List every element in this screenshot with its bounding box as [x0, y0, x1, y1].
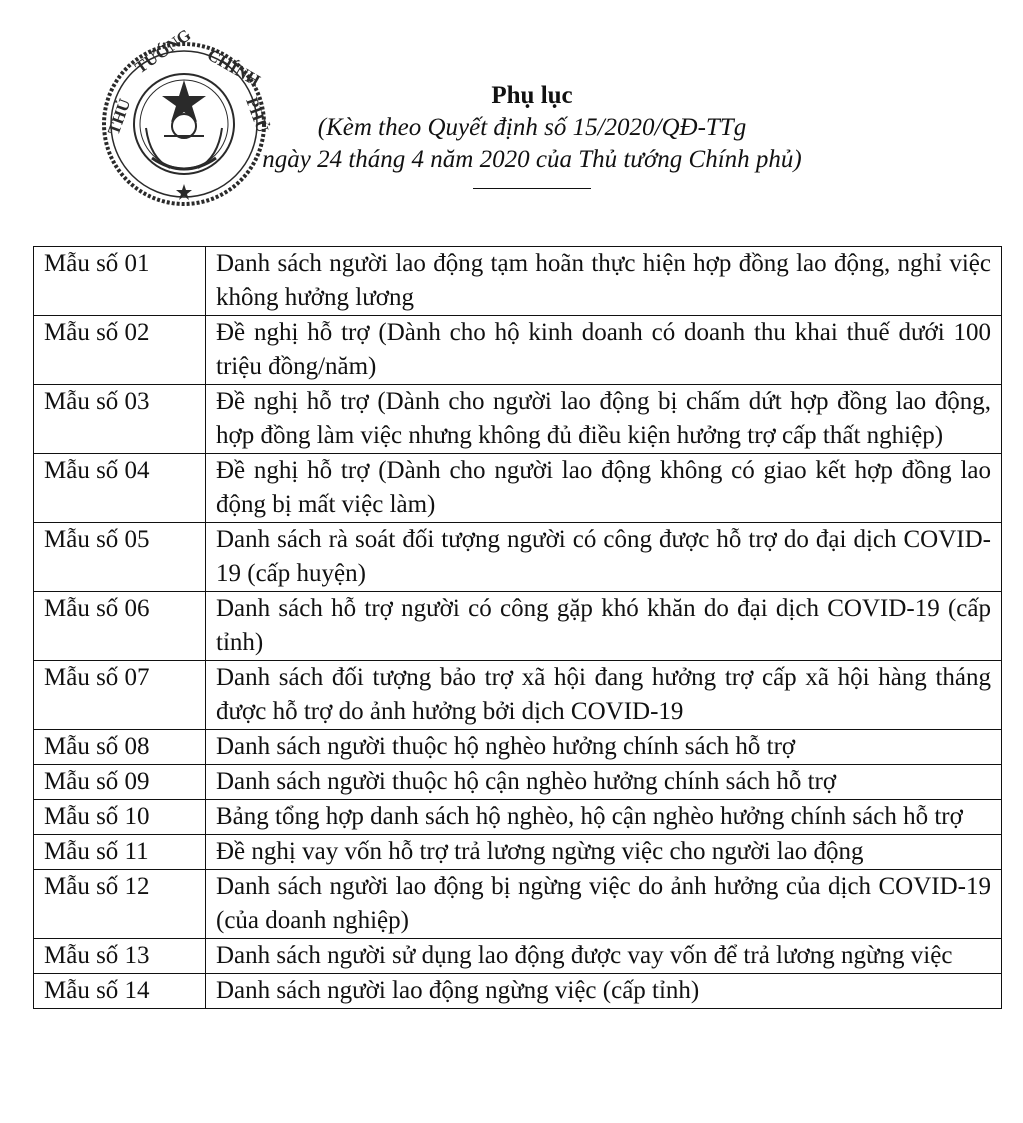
form-description: Bảng tổng hợp danh sách hộ nghèo, hộ cận nghèo hưởng chính sách hỗ trợ [206, 800, 1002, 835]
svg-text:TƯỚNG: TƯỚNG [131, 25, 195, 78]
table-row [34, 661, 1002, 730]
form-code: Mẫu số 13 [34, 939, 206, 974]
table-row [34, 939, 1002, 974]
table-row [34, 316, 1002, 385]
form-code: Mẫu số 02 [34, 316, 206, 385]
appendix-reference-line1: (Kèm theo Quyết định số 15/2020/QĐ-TTg [317, 114, 747, 141]
forms-table [33, 246, 1002, 1009]
form-code: Mẫu số 11 [34, 835, 206, 870]
table-row [34, 974, 1002, 1009]
appendix-header [262, 80, 802, 189]
table-row [34, 870, 1002, 939]
form-description: Danh sách rà soát đối tượng người có công được hỗ trợ do đại dịch COVID-19 (cấp huyện) [206, 523, 1002, 592]
form-description: Danh sách người thuộc hộ nghèo hưởng chính sách hỗ trợ [206, 730, 1002, 765]
form-description: Đề nghị hỗ trợ (Dành cho hộ kinh doanh có doanh thu khai thuế dưới 100 triệu đồng/năm) [206, 316, 1002, 385]
appendix-title: Phụ lục [491, 82, 573, 109]
seal-emblem [100, 8, 273, 240]
table-row [34, 523, 1002, 592]
header-divider [473, 188, 591, 189]
official-seal [100, 8, 273, 240]
form-code: Mẫu số 14 [34, 974, 206, 1009]
form-code: Mẫu số 10 [34, 800, 206, 835]
svg-text:THỦ: THỦ [103, 96, 135, 138]
form-code: Mẫu số 03 [34, 385, 206, 454]
form-description: Danh sách đối tượng bảo trợ xã hội đang hưởng trợ cấp xã hội hàng tháng được hỗ trợ do ảnh hưởng bởi dịch COVID-19 [206, 661, 1002, 730]
appendix-reference-line2: ngày 24 tháng 4 năm 2020 của Thủ tướng Chính phủ) [262, 146, 802, 173]
form-code: Mẫu số 01 [34, 247, 206, 316]
table-row [34, 247, 1002, 316]
form-description: Đề nghị hỗ trợ (Dành cho người lao động không có giao kết hợp đồng lao động bị mất việc làm) [206, 454, 1002, 523]
table-row [34, 385, 1002, 454]
form-description: Danh sách hỗ trợ người có công gặp khó khăn do đại dịch COVID-19 (cấp tỉnh) [206, 592, 1002, 661]
form-code: Mẫu số 07 [34, 661, 206, 730]
table-row [34, 592, 1002, 661]
svg-text:CHÍNH: CHÍNH [204, 45, 264, 91]
table-row [34, 835, 1002, 870]
svg-text:PHỦ: PHỦ [242, 94, 273, 136]
form-code: Mẫu số 06 [34, 592, 206, 661]
form-description: Danh sách người sử dụng lao động được vay vốn để trả lương ngừng việc [206, 939, 1002, 974]
form-description: Danh sách người lao động bị ngừng việc do ảnh hưởng của dịch COVID-19 (của doanh nghiệp) [206, 870, 1002, 939]
table-row [34, 454, 1002, 523]
form-code: Mẫu số 04 [34, 454, 206, 523]
form-code: Mẫu số 12 [34, 870, 206, 939]
table-row [34, 800, 1002, 835]
table-row [34, 730, 1002, 765]
form-description: Danh sách người thuộc hộ cận nghèo hưởng chính sách hỗ trợ [206, 765, 1002, 800]
form-description: Đề nghị hỗ trợ (Dành cho người lao động bị chấm dứt hợp đồng lao động, hợp đồng làm việc nhưng không đủ điều kiện hưởng trợ cấp thất nghiệp) [206, 385, 1002, 454]
form-description: Danh sách người lao động tạm hoãn thực hiện hợp đồng lao động, nghỉ việc không hưởng lương [206, 247, 1002, 316]
form-code: Mẫu số 05 [34, 523, 206, 592]
form-description: Danh sách người lao động ngừng việc (cấp tỉnh) [206, 974, 1002, 1009]
form-code: Mẫu số 08 [34, 730, 206, 765]
form-description: Đề nghị vay vốn hỗ trợ trả lương ngừng việc cho người lao động [206, 835, 1002, 870]
form-code: Mẫu số 09 [34, 765, 206, 800]
table-row [34, 765, 1002, 800]
